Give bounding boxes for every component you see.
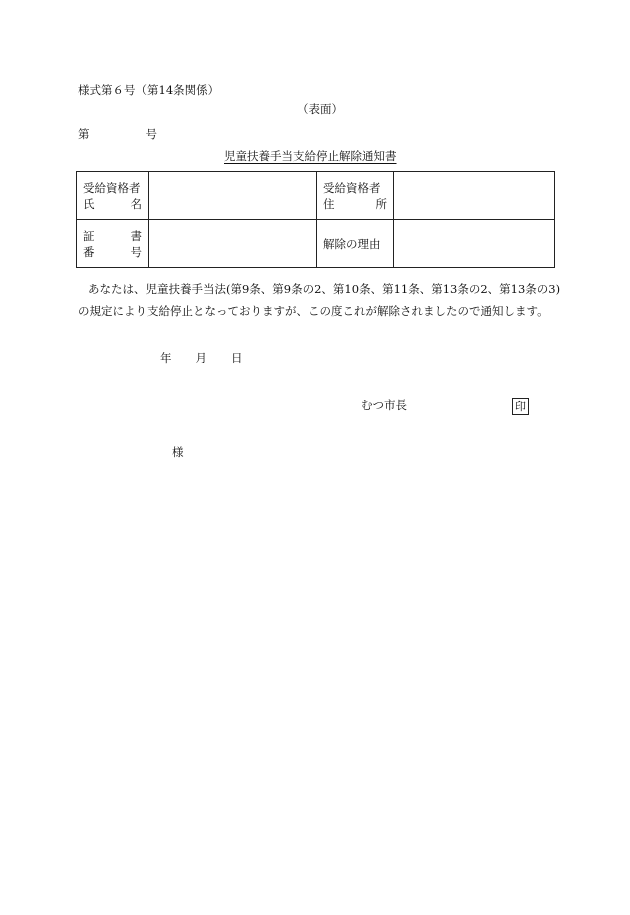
info-table — [76, 171, 555, 268]
date-line — [160, 352, 243, 366]
recipient-name-value[interactable] — [149, 172, 317, 220]
reason-label: 解除の理由 — [317, 220, 394, 268]
issuer-mayor: むつ市長 — [361, 398, 407, 412]
form-number: 様式第６号（第14条関係） — [78, 83, 220, 97]
recipient-address-value[interactable] — [394, 172, 555, 220]
certificate-label-line2: 番 号 — [83, 244, 142, 259]
table-row — [77, 172, 555, 220]
notice-number-suffix: 号 — [145, 127, 157, 141]
table-row — [77, 220, 555, 268]
date-year: 年 — [160, 351, 172, 365]
certificate-number-label — [77, 220, 149, 268]
recipient-address-label — [317, 172, 394, 220]
notice-number-prefix: 第 — [78, 127, 90, 141]
date-day: 日 — [231, 351, 243, 365]
body-text-line1: あなたは、児童扶養手当法(第9条、第9条の2、第10条、第11条、第13条の2、第13条の3) — [88, 282, 561, 296]
certificate-number-value[interactable] — [149, 220, 317, 268]
notice-number — [78, 128, 157, 142]
side-label: （表面） — [297, 102, 343, 116]
recipient-address-label-line2: 住 所 — [323, 196, 387, 211]
body-text-line2: の規定により支給停止となっておりますが、この度これが解除されましたので通知します。 — [78, 304, 549, 318]
recipient-address-label-line1: 受給資格者 — [323, 180, 381, 195]
recipient-name-label-line1: 受給資格者 — [83, 180, 141, 195]
document-title: 児童扶養手当支給停止解除通知書 — [224, 149, 397, 163]
date-month: 月 — [195, 351, 207, 365]
addressee-honorific: 様 — [172, 445, 184, 459]
seal-mark: 印 — [512, 398, 529, 415]
certificate-label-line1: 証 書 — [83, 228, 142, 243]
recipient-name-label-line2: 氏 名 — [83, 196, 142, 211]
recipient-name-label — [77, 172, 149, 220]
reason-value[interactable] — [394, 220, 555, 268]
